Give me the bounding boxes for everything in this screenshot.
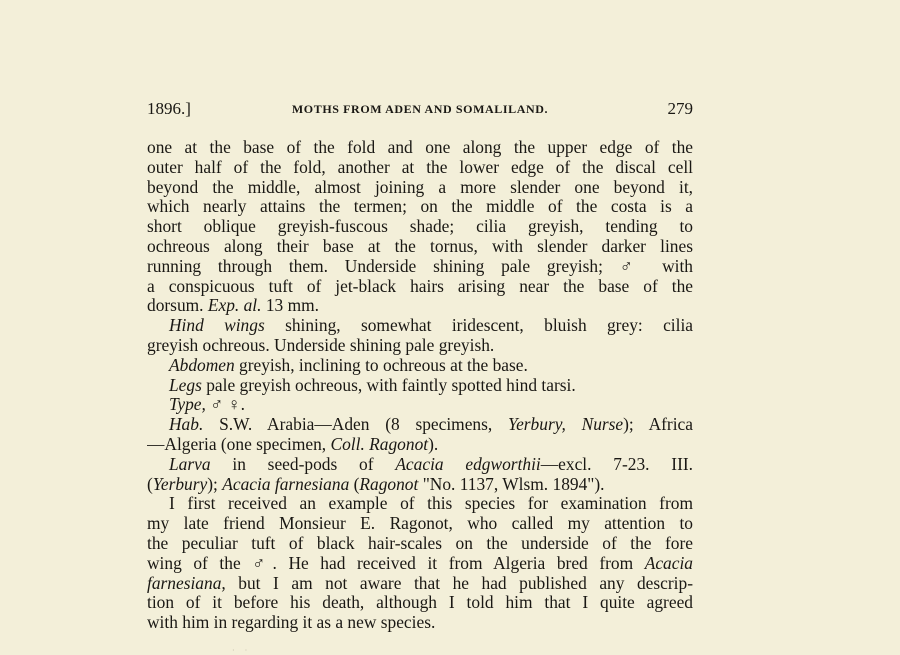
text-segment: tion of it before his death, although I told him that I quite agreed bbox=[147, 593, 693, 613]
body-text bbox=[147, 138, 693, 633]
text-line bbox=[147, 197, 693, 217]
text-segment: but I am not aware that he had published any descrip- bbox=[225, 573, 693, 593]
text-line bbox=[147, 296, 693, 316]
italic-text-segment: farnesiana, bbox=[147, 573, 226, 593]
italic-text-segment: Coll. Ragonot bbox=[330, 434, 429, 454]
text-line bbox=[147, 613, 693, 633]
text-segment: ♂ ♀. bbox=[205, 395, 246, 415]
text-segment: running through them. Underside shining pale greyish; ♂ with bbox=[147, 256, 693, 276]
italic-text-segment: Acacia bbox=[644, 553, 693, 573]
text-line bbox=[147, 475, 693, 495]
text-segment: beyond the middle, almost joining a more slender one beyond it, bbox=[147, 177, 693, 197]
italic-text-segment: Yerbury bbox=[152, 474, 208, 494]
italic-text-segment: Hind wings bbox=[169, 316, 265, 336]
text-line bbox=[147, 178, 693, 198]
text-line bbox=[147, 257, 693, 277]
italic-text-segment: Hab. bbox=[169, 415, 204, 435]
italic-text-segment: Ragonot bbox=[359, 474, 419, 494]
text-line bbox=[147, 435, 693, 455]
text-segment: with him in regarding it as a new species. bbox=[147, 613, 436, 633]
text-line bbox=[147, 455, 693, 475]
scan-speck-decoration: · · bbox=[232, 646, 252, 655]
page-number: 279 bbox=[667, 99, 693, 118]
text-segment: my late friend Monsieur E. Ragonot, who called my attention to bbox=[147, 514, 693, 534]
text-line bbox=[147, 593, 693, 613]
italic-text-segment: Larva bbox=[169, 454, 211, 474]
running-head-title: MOTHS FROM ADEN AND SOMALILAND. bbox=[291, 102, 549, 116]
text-segment: outer half of the fold, another at the lower edge of the discal cell bbox=[147, 157, 693, 177]
italic-text-segment: Type, bbox=[169, 395, 206, 415]
text-segment: —excl. 7-23. III. bbox=[540, 454, 693, 474]
text-segment: I first received an example of this species for examination from bbox=[169, 494, 693, 514]
text-line bbox=[147, 217, 693, 237]
text-segment: shining, somewhat iridescent, bluish grey: cilia bbox=[264, 316, 693, 336]
text-line bbox=[147, 395, 693, 415]
italic-text-segment: Yerbury, Nurse bbox=[508, 415, 624, 435]
text-segment: wing of the ♂. He had received it from Algeria bred from bbox=[147, 553, 645, 573]
text-line bbox=[147, 494, 693, 514]
text-line bbox=[147, 237, 693, 257]
running-head bbox=[147, 99, 693, 123]
text-segment: S.W. Arabia—Aden (8 specimens, bbox=[203, 415, 508, 435]
text-segment: 13 mm. bbox=[261, 296, 319, 316]
text-segment: dorsum. bbox=[147, 296, 208, 316]
text-segment: ); Africa bbox=[623, 415, 693, 435]
text-segment: greyish, inclining to ochreous at the base. bbox=[234, 355, 528, 375]
text-segment: greyish ochreous. Underside shining pale greyish. bbox=[147, 335, 495, 355]
italic-text-segment: Acacia farnesiana bbox=[222, 474, 350, 494]
text-segment: ). bbox=[428, 434, 439, 454]
text-segment: one at the base of the fold and one along the upper edge of the bbox=[147, 138, 693, 157]
text-segment: ochreous along their base at the tornus, with slender darker lines bbox=[147, 236, 693, 256]
text-line bbox=[147, 356, 693, 376]
text-line bbox=[147, 574, 693, 594]
text-segment: ( bbox=[349, 474, 360, 494]
text-segment: pale greyish ochreous, with faintly spotted hind tarsi. bbox=[201, 375, 576, 395]
text-line bbox=[147, 158, 693, 178]
text-segment: a conspicuous tuft of jet-black hairs arising near the base of the bbox=[147, 276, 693, 296]
italic-text-segment: Exp. al. bbox=[207, 296, 262, 316]
text-line bbox=[147, 534, 693, 554]
italic-text-segment: Acacia edgworthii bbox=[395, 454, 541, 474]
text-line bbox=[147, 138, 693, 158]
running-head-year: 1896.] bbox=[147, 99, 191, 118]
text-segment: ); bbox=[207, 474, 223, 494]
text-segment: —Algeria (one specimen, bbox=[147, 434, 331, 454]
text-line bbox=[147, 277, 693, 297]
text-segment: the peculiar tuft of black hair-scales on the underside of the fore bbox=[147, 533, 693, 553]
italic-text-segment: Abdomen bbox=[169, 355, 235, 375]
text-line bbox=[147, 554, 693, 574]
text-line bbox=[147, 415, 693, 435]
text-line bbox=[147, 376, 693, 396]
text-segment: in seed-pods of bbox=[210, 454, 396, 474]
text-line bbox=[147, 514, 693, 534]
text-segment: which nearly attains the termen; on the middle of the costa is a bbox=[147, 197, 693, 217]
text-line bbox=[147, 336, 693, 356]
text-segment: ( bbox=[147, 474, 153, 494]
italic-text-segment: Legs bbox=[169, 375, 202, 395]
text-segment: "No. 1137, Wlsm. 1894"). bbox=[418, 474, 605, 494]
text-segment: short oblique greyish-fuscous shade; cilia greyish, tending to bbox=[147, 217, 693, 237]
text-line bbox=[147, 316, 693, 336]
